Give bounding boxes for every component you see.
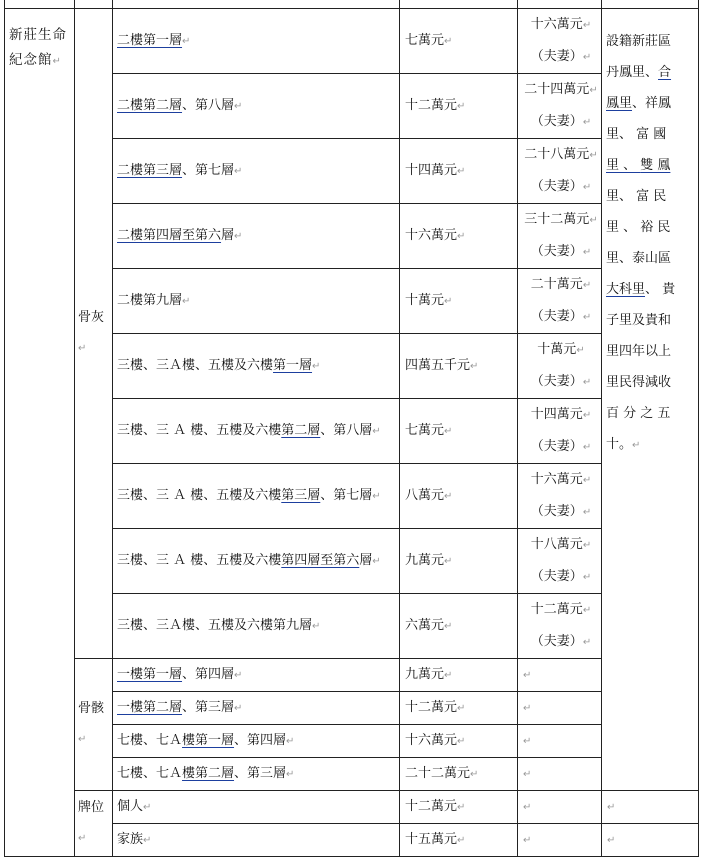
paragraph-mark: ↵ (444, 295, 453, 307)
facility-name-line2-wrap (9, 48, 71, 74)
price-value: 十四萬元 (405, 162, 458, 178)
note-line (606, 367, 696, 398)
paragraph-mark: ↵ (444, 35, 453, 47)
note-line (606, 57, 696, 88)
couple-price-cell (518, 9, 602, 74)
location-part: 第二層 (143, 97, 183, 113)
location-part: 、第三層 (182, 699, 235, 715)
table-cell (602, 0, 699, 9)
location-part: 三樓、三 Ａ 樓、五樓及六樓 (117, 552, 282, 568)
couple-price-cell (518, 758, 602, 791)
paragraph-mark: ↵ (234, 669, 243, 681)
price-cell (400, 529, 518, 594)
note-line (606, 119, 696, 150)
table-row (5, 659, 699, 692)
couple-price-cell (518, 139, 602, 204)
couple-price-value: 十六萬元 (530, 17, 583, 32)
note-line (606, 429, 696, 461)
price-value: 十五萬元 (405, 831, 458, 847)
paragraph-mark: ↵ (312, 620, 321, 632)
paragraph-mark: ↵ (372, 425, 381, 437)
note-line (606, 398, 696, 429)
paragraph-mark: ↵ (444, 555, 453, 567)
paragraph-mark: ↵ (582, 507, 592, 518)
couple-label-line (523, 431, 599, 463)
table-cell (5, 0, 75, 9)
couple-price-cell (518, 791, 602, 824)
note-text: 十。 (606, 437, 633, 452)
couple-price-cell (518, 399, 602, 464)
note-line (606, 181, 696, 212)
paragraph-mark: ↵ (582, 117, 592, 128)
paragraph-mark: ↵ (576, 345, 585, 356)
location-part: 第一層 (143, 666, 183, 682)
location-part: 二樓第九層 (117, 292, 183, 308)
location-part: 二樓 (117, 227, 144, 243)
note-text: 雙 鳳 (640, 158, 671, 173)
couple-price-cell (518, 594, 602, 659)
couple-price-line (523, 334, 599, 366)
note-text: 里四年以上 (606, 344, 672, 359)
paragraph-mark: ↵ (589, 215, 598, 226)
price-value: 九萬元 (405, 666, 445, 682)
location-cell (113, 824, 400, 857)
price-cell (400, 74, 518, 139)
couple-price-value: 二十四萬元 (524, 82, 590, 97)
paragraph-mark: ↵ (582, 637, 592, 648)
paragraph-mark: ↵ (372, 490, 381, 502)
location-part: 樓第二層 (182, 765, 235, 781)
category-label: 牌位 (78, 800, 105, 815)
couple-label: （夫妻） (530, 309, 583, 324)
price-value: 六萬元 (405, 617, 445, 633)
paragraph-mark: ↵ (582, 605, 592, 616)
couple-price-line (523, 9, 599, 41)
couple-label-line (523, 41, 599, 73)
price-value: 七萬元 (405, 422, 445, 438)
location-cell (113, 594, 400, 659)
couple-price-cell (518, 692, 602, 725)
price-cell (400, 594, 518, 659)
paragraph-mark: ↵ (582, 312, 592, 323)
paragraph-mark: ↵ (444, 425, 453, 437)
couple-price-value: 十四萬元 (530, 407, 583, 422)
paragraph-mark: ↵ (234, 230, 243, 242)
location-part: 、第七層 (320, 487, 373, 503)
price-value: 十六萬元 (405, 227, 458, 243)
paragraph-mark: ↵ (312, 360, 321, 372)
price-cell (400, 464, 518, 529)
paragraph-mark: ↵ (523, 769, 532, 780)
location-part: 、第四層 (234, 732, 287, 748)
couple-price-cell (518, 334, 602, 399)
note-text: 、 富 民 (619, 189, 667, 204)
paragraph-mark: ↵ (444, 620, 453, 632)
location-part: 一樓 (117, 699, 144, 715)
price-cell (400, 725, 518, 758)
couple-label: （夫妻） (530, 634, 583, 649)
price-cell (400, 269, 518, 334)
paragraph-mark: ↵ (582, 52, 592, 63)
couple-price-cell (518, 824, 602, 857)
location-part: 樓第一層 (182, 732, 235, 748)
paragraph-mark: ↵ (457, 230, 466, 242)
note-text: 里 、 (606, 158, 641, 173)
paragraph-mark: ↵ (523, 670, 532, 681)
note-text: 子里及貴和 (606, 313, 672, 328)
location-part: 三樓、三Ａ樓、五樓及六樓 (117, 357, 274, 373)
couple-price-cell (518, 74, 602, 139)
location-part: 第三層 (281, 487, 321, 503)
location-cell (113, 269, 400, 334)
paragraph-mark: ↵ (523, 736, 532, 747)
paragraph-mark: ↵ (234, 702, 243, 714)
location-part: 三樓、三 Ａ 樓、五樓及六樓 (117, 422, 282, 438)
location-part: 第四層至第六 (281, 552, 360, 568)
location-cell (113, 464, 400, 529)
paragraph-mark: ↵ (457, 801, 466, 813)
note-text: 、祥鳳 (632, 96, 672, 111)
note-text: 百 分 之 五 (606, 406, 671, 421)
fee-table (4, 0, 699, 857)
price-cell (400, 139, 518, 204)
location-cell (113, 529, 400, 594)
paragraph-mark: ↵ (444, 669, 453, 681)
table-cell (400, 0, 518, 9)
price-cell (400, 334, 518, 399)
note-line (606, 150, 696, 181)
location-part: 二樓 (117, 32, 144, 48)
location-part: 第一層 (143, 32, 183, 48)
note-text: 丹鳳里、 (606, 65, 659, 80)
location-part: 三樓、三Ａ樓、五樓及六樓第九層 (117, 617, 313, 633)
paragraph-mark: ↵ (470, 768, 479, 780)
price-cell (400, 659, 518, 692)
location-part: 層 (359, 552, 373, 568)
note-line (606, 212, 696, 243)
facility-cell (5, 9, 75, 857)
paragraph-mark: ↵ (470, 360, 479, 372)
note-line (606, 336, 696, 367)
paragraph-mark: ↵ (372, 555, 381, 567)
paragraph-mark: ↵ (632, 440, 641, 451)
couple-price-cell (518, 725, 602, 758)
paragraph-mark: ↵ (582, 572, 592, 583)
paragraph-mark: ↵ (607, 802, 616, 813)
couple-price-cell (518, 659, 602, 692)
location-cell (113, 399, 400, 464)
paragraph-mark: ↵ (457, 702, 466, 714)
category-cell-ash (75, 9, 113, 659)
price-cell (400, 399, 518, 464)
location-part: 、第七層 (182, 162, 235, 178)
couple-label: （夫妻） (530, 504, 583, 519)
location-cell (113, 758, 400, 791)
facility-name-line2: 紀念館 (9, 52, 53, 68)
price-value: 十二萬元 (405, 798, 458, 814)
location-part: 個人 (117, 798, 144, 814)
couple-price-line (523, 204, 599, 236)
paragraph-mark: ↵ (589, 150, 598, 161)
note-text: 、 貴 (645, 282, 676, 297)
paragraph-mark: ↵ (457, 100, 466, 112)
paragraph-mark: ↵ (78, 833, 87, 844)
couple-price-value: 十二萬元 (530, 602, 583, 617)
paragraph-mark: ↵ (582, 247, 592, 258)
paragraph-mark: ↵ (182, 35, 191, 47)
paragraph-mark: ↵ (78, 734, 87, 745)
paragraph-mark: ↵ (234, 100, 243, 112)
couple-price-line (523, 139, 599, 171)
paragraph-mark: ↵ (457, 735, 466, 747)
paragraph-mark: ↵ (444, 490, 453, 502)
price-value: 十萬元 (405, 292, 445, 308)
couple-price-value: 十八萬元 (530, 537, 583, 552)
couple-label: （夫妻） (530, 179, 583, 194)
location-part: 二樓 (117, 97, 144, 113)
note-text: 里、泰山區 (606, 251, 672, 266)
facility-name-line1: 新莊生命 (9, 27, 67, 43)
paragraph-mark: ↵ (52, 56, 62, 67)
table-row (5, 791, 699, 824)
location-part: 第二層 (281, 422, 321, 438)
paragraph-mark: ↵ (582, 410, 592, 421)
category-label: 骨灰 (78, 310, 105, 325)
location-part: 家族 (117, 831, 144, 847)
paragraph-mark: ↵ (523, 802, 532, 813)
paragraph-mark: ↵ (78, 343, 87, 354)
couple-price-cell (518, 269, 602, 334)
paragraph-mark: ↵ (607, 835, 616, 846)
price-value: 二十二萬元 (405, 765, 471, 781)
location-cell (113, 791, 400, 824)
note-text: 里 (606, 189, 620, 204)
couple-label: （夫妻） (530, 569, 583, 584)
note-line (606, 305, 696, 336)
discount-note-cell (602, 824, 699, 857)
location-cell (113, 139, 400, 204)
location-part: 第一層 (273, 357, 313, 373)
location-cell (113, 725, 400, 758)
note-text: 里 、 裕 民 (606, 220, 671, 235)
paragraph-mark: ↵ (582, 280, 592, 291)
price-cell (400, 204, 518, 269)
paragraph-mark: ↵ (182, 295, 191, 307)
category-cell-bone (75, 659, 113, 791)
discount-note-cell (602, 9, 699, 791)
paragraph-mark: ↵ (523, 835, 532, 846)
couple-label: （夫妻） (530, 49, 583, 64)
location-part: 、第三層 (234, 765, 287, 781)
note-line (606, 243, 696, 274)
location-part: 、第八層 (182, 97, 235, 113)
paragraph-mark: ↵ (582, 475, 592, 486)
couple-price-value: 二十萬元 (530, 277, 583, 292)
table-row (5, 0, 699, 9)
couple-label-line (523, 106, 599, 138)
couple-label: （夫妻） (530, 439, 583, 454)
couple-price-cell (518, 529, 602, 594)
couple-price-value: 三十二萬元 (524, 212, 590, 227)
location-part: 第三層 (143, 162, 183, 178)
couple-price-line (523, 74, 599, 106)
category-label: 骨骸 (78, 701, 105, 716)
location-cell (113, 74, 400, 139)
price-value: 四萬五千元 (405, 357, 471, 373)
location-part: 第四層至第六 (143, 227, 222, 243)
price-value: 九萬元 (405, 552, 445, 568)
location-part: 、第八層 (320, 422, 373, 438)
note-text: 里 (606, 127, 620, 142)
couple-price-line (523, 399, 599, 431)
couple-price-value: 二十八萬元 (524, 147, 590, 162)
couple-label-line (523, 236, 599, 268)
paragraph-mark: ↵ (582, 182, 592, 193)
price-cell (400, 791, 518, 824)
location-part: 、第四層 (182, 666, 235, 682)
couple-label-line (523, 301, 599, 333)
couple-price-cell (518, 204, 602, 269)
note-text: 鳳里 (606, 96, 633, 111)
table-cell (518, 0, 602, 9)
paragraph-mark: ↵ (143, 801, 152, 813)
table-cell (75, 0, 113, 9)
note-text: 、 富 國 (619, 127, 667, 142)
paragraph-mark: ↵ (457, 165, 466, 177)
couple-label-line (523, 626, 599, 658)
couple-label-line (523, 366, 599, 398)
price-value: 七萬元 (405, 32, 445, 48)
price-value: 十六萬元 (405, 732, 458, 748)
paragraph-mark: ↵ (523, 703, 532, 714)
location-cell (113, 9, 400, 74)
couple-price-line (523, 269, 599, 301)
location-part: 七樓、七Ａ (117, 732, 183, 748)
couple-price-value: 十萬元 (537, 342, 577, 357)
price-cell (400, 9, 518, 74)
price-value: 八萬元 (405, 487, 445, 503)
location-part: 一樓 (117, 666, 144, 682)
price-value: 十二萬元 (405, 97, 458, 113)
couple-price-line (523, 464, 599, 496)
paragraph-mark: ↵ (286, 735, 295, 747)
couple-label-line (523, 171, 599, 203)
price-cell (400, 824, 518, 857)
note-text: 合 (658, 65, 672, 80)
couple-price-cell (518, 464, 602, 529)
location-cell (113, 204, 400, 269)
price-cell (400, 758, 518, 791)
location-part: 第二層 (143, 699, 183, 715)
paragraph-mark: ↵ (582, 20, 592, 31)
couple-label: （夫妻） (530, 244, 583, 259)
couple-price-line (523, 594, 599, 626)
paragraph-mark: ↵ (286, 768, 295, 780)
price-value: 十二萬元 (405, 699, 458, 715)
table-row (5, 9, 699, 74)
location-part: 層 (221, 227, 235, 243)
couple-price-value: 十六萬元 (530, 472, 583, 487)
note-text: 大科里 (606, 282, 646, 297)
discount-note-cell (602, 791, 699, 824)
category-cell-tablet (75, 791, 113, 857)
couple-label: （夫妻） (530, 374, 583, 389)
paragraph-mark: ↵ (582, 377, 592, 388)
paragraph-mark: ↵ (582, 442, 592, 453)
paragraph-mark: ↵ (582, 540, 592, 551)
couple-price-line (523, 529, 599, 561)
location-part: 三樓、三 Ａ 樓、五樓及六樓 (117, 487, 282, 503)
note-line (606, 274, 696, 305)
note-text: 里民得減收 (606, 375, 672, 390)
location-cell (113, 334, 400, 399)
couple-label-line (523, 561, 599, 593)
paragraph-mark: ↵ (234, 165, 243, 177)
location-part: 七樓、七Ａ (117, 765, 183, 781)
couple-label-line (523, 496, 599, 528)
table-cell (113, 0, 400, 9)
price-cell (400, 692, 518, 725)
location-cell (113, 692, 400, 725)
paragraph-mark: ↵ (457, 834, 466, 846)
note-text: 設籍新莊區 (606, 34, 672, 49)
location-cell (113, 659, 400, 692)
note-line (606, 88, 696, 119)
note-line (606, 26, 696, 57)
couple-label: （夫妻） (530, 114, 583, 129)
paragraph-mark: ↵ (589, 85, 598, 96)
location-part: 二樓 (117, 162, 144, 178)
paragraph-mark: ↵ (143, 834, 152, 846)
